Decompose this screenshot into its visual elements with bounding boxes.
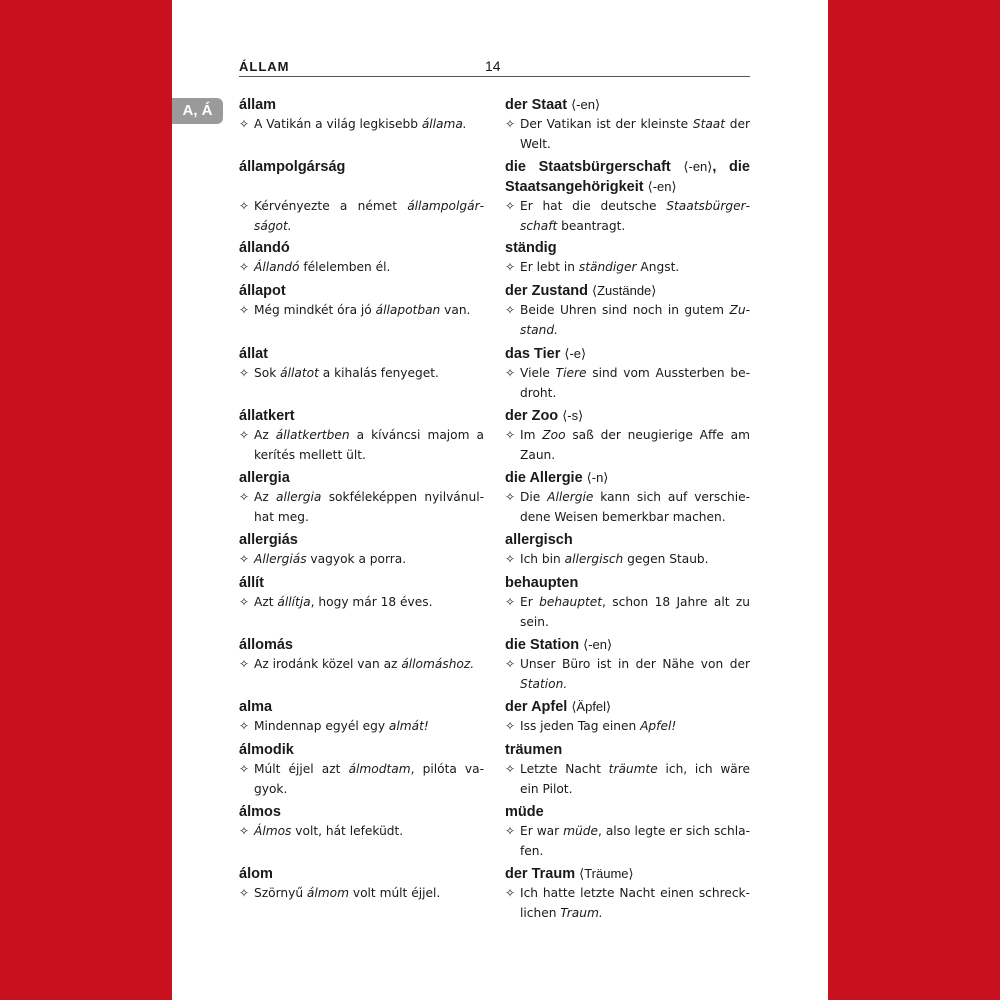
example-text: Azt állítja, hogy már 18 éves. [254, 595, 433, 609]
hungarian-headword [239, 864, 484, 884]
german-example [505, 426, 750, 465]
hungarian-headword [239, 530, 484, 550]
example-marker-icon: ✧ [239, 552, 250, 566]
example-text: A Vatikán a világ legkisebb állama. [254, 117, 467, 131]
headword: müde [505, 804, 544, 820]
example-marker-icon: ✧ [505, 117, 516, 131]
german-example [505, 655, 750, 694]
german-headword [505, 802, 750, 822]
headword: Staat [531, 97, 568, 113]
hungarian-column [239, 406, 484, 465]
german-example [505, 258, 750, 278]
german-column [505, 95, 750, 154]
german-column [505, 864, 750, 923]
hungarian-example [239, 717, 484, 737]
headword: allergiás [239, 532, 298, 548]
german-headword: das Tier ⟨-e⟩ [505, 346, 587, 362]
example-text: Szörnyű álmom volt múlt éjjel. [254, 886, 441, 900]
hungarian-headword [239, 406, 484, 426]
example-text: Er war müde, also legte er sich schlafen. [520, 824, 751, 858]
hungarian-column [239, 238, 484, 278]
headword: állandó [239, 240, 290, 256]
hungarian-headword [239, 468, 484, 488]
example-marker-icon: ✧ [239, 595, 250, 609]
hungarian-example [239, 115, 484, 135]
example-text: Mindennap egyél egy almát! [254, 719, 429, 733]
hungarian-example [239, 488, 484, 527]
spacer [239, 177, 484, 197]
german-example [505, 760, 750, 799]
hungarian-column [239, 281, 484, 321]
headword: Tier [534, 346, 561, 362]
german-column [505, 281, 750, 340]
example-marker-icon: ✧ [505, 199, 516, 213]
hungarian-example [239, 258, 484, 278]
example-text: Er hat die deutsche Staatsbürgerschaft beantragt. [520, 199, 750, 233]
german-headword [505, 740, 750, 760]
german-example [505, 488, 750, 527]
example-text: Er lebt in ständiger Angst. [520, 260, 680, 274]
hungarian-headword [239, 635, 484, 655]
hungarian-example [239, 550, 484, 570]
example-text: Letzte Nacht träumte ich, ich wäre ein Pilot. [520, 762, 750, 796]
example-text: Múlt éjjel azt álmodtam, pilóta vagyok. [254, 762, 485, 796]
german-headword [505, 238, 750, 258]
hungarian-example [239, 655, 484, 675]
example-text: Az irodánk közel van az állomáshoz. [254, 657, 475, 671]
example-marker-icon: ✧ [239, 762, 250, 776]
headword: Traum [531, 866, 576, 882]
hungarian-column [239, 573, 484, 613]
hungarian-example [239, 426, 484, 465]
example-marker-icon: ✧ [505, 428, 516, 442]
headword: álom [239, 866, 273, 882]
german-headword: der Traum ⟨Träume⟩ [505, 866, 634, 882]
hungarian-headword [239, 697, 484, 717]
example-text: Beide Uhren sind noch in gutem Zustand. [520, 303, 750, 337]
hungarian-headword [239, 573, 484, 593]
hungarian-headword [239, 157, 484, 177]
german-column [505, 157, 750, 236]
hungarian-example [239, 593, 484, 613]
german-headword: der Staat ⟨-en⟩ [505, 97, 601, 113]
example-text: Unser Büro ist in der Nähe von der Station. [520, 657, 750, 691]
example-text: Kérvényezte a német állampolgárságot. [254, 199, 484, 233]
hungarian-column [239, 344, 484, 384]
german-column [505, 530, 750, 570]
example-marker-icon: ✧ [505, 260, 516, 274]
hungarian-column [239, 157, 484, 236]
german-column [505, 802, 750, 861]
hungarian-example [239, 364, 484, 384]
grammar-note: ⟨Zustände⟩ [592, 283, 657, 298]
german-example [505, 822, 750, 861]
hungarian-column [239, 697, 484, 737]
headword: állat [239, 346, 269, 362]
german-column [505, 468, 750, 527]
german-headword [505, 530, 750, 550]
hungarian-example [239, 822, 484, 842]
example-marker-icon: ✧ [239, 199, 250, 213]
example-text: Im Zoo saß der neugierige Affe am Zaun. [520, 428, 750, 462]
headword: álmodik [239, 742, 294, 758]
example-text: Még mindkét óra jó állapotban van. [254, 303, 471, 317]
hungarian-column [239, 635, 484, 675]
german-column [505, 697, 750, 737]
example-marker-icon: ✧ [505, 366, 516, 380]
example-marker-icon: ✧ [239, 117, 250, 131]
headword: állomás [239, 637, 293, 653]
hungarian-example [239, 301, 484, 321]
hungarian-headword [239, 802, 484, 822]
thumb-index-tab: A, Á [172, 98, 223, 124]
example-marker-icon: ✧ [505, 886, 516, 900]
example-marker-icon: ✧ [505, 657, 516, 671]
example-text: Sok állatot a kihalás fenyeget. [254, 366, 439, 380]
headword: Staatsangehörigkeit [505, 179, 644, 195]
headword: Staatsbürgerschaft [538, 159, 671, 175]
headword: Zustand [531, 283, 588, 299]
hungarian-column [239, 95, 484, 135]
german-headword: der Zoo ⟨-s⟩ [505, 408, 584, 424]
example-text: Az allergia sokféleképpen nyilvánulhat meg. [254, 490, 484, 524]
grammar-note: ⟨-en⟩ [683, 159, 713, 174]
running-head-word: ÁLLAM [239, 59, 290, 74]
hungarian-headword [239, 95, 484, 115]
example-marker-icon: ✧ [239, 824, 250, 838]
grammar-note: ⟨-en⟩ [583, 637, 613, 652]
headword: ständig [505, 240, 557, 256]
dictionary-page [172, 0, 828, 1000]
example-text: Die Allergie kann sich auf verschiedene Weisen bemerkbar machen. [520, 490, 750, 524]
hungarian-column [239, 864, 484, 904]
example-marker-icon: ✧ [239, 260, 250, 274]
hungarian-headword [239, 238, 484, 258]
grammar-note: ⟨Träume⟩ [579, 866, 634, 881]
example-text: Allergiás vagyok a porra. [254, 552, 407, 566]
german-example [505, 550, 750, 570]
example-text: Der Vatikan ist der kleinste Staat der Welt. [520, 117, 750, 151]
german-headword: der Zustand ⟨Zustände⟩ [505, 283, 657, 299]
page-number: 14 [485, 58, 501, 74]
example-marker-icon: ✧ [239, 657, 250, 671]
german-column [505, 238, 750, 278]
example-marker-icon: ✧ [239, 719, 250, 733]
running-head [239, 58, 750, 77]
hungarian-column [239, 802, 484, 842]
example-marker-icon: ✧ [505, 552, 516, 566]
headword: állam [239, 97, 277, 113]
example-marker-icon: ✧ [239, 428, 250, 442]
example-marker-icon: ✧ [505, 719, 516, 733]
example-marker-icon: ✧ [239, 886, 250, 900]
german-column [505, 635, 750, 694]
headword: állatkert [239, 408, 295, 424]
example-text: Az állatkertben a kíváncsi majom a kerítés mellett ült. [254, 428, 485, 462]
headword: állampolgárság [239, 159, 346, 175]
german-headword: die Allergie ⟨-n⟩ [505, 470, 609, 486]
german-example [505, 593, 750, 632]
headword: állít [239, 575, 264, 591]
example-text: Iss jeden Tag einen Apfel! [520, 719, 677, 733]
grammar-note: ⟨-s⟩ [562, 408, 584, 423]
example-marker-icon: ✧ [239, 366, 250, 380]
grammar-note: ⟨Äpfel⟩ [571, 699, 612, 714]
hungarian-column [239, 530, 484, 570]
german-headword: die Staatsbürgerschaft ⟨-en⟩, die Staatsangehörigkeit ⟨-en⟩ [505, 159, 750, 195]
headword: Station [529, 637, 580, 653]
headword: állapot [239, 283, 286, 299]
german-example [505, 301, 750, 340]
example-marker-icon: ✧ [239, 490, 250, 504]
grammar-note: ⟨-e⟩ [564, 346, 587, 361]
example-marker-icon: ✧ [505, 595, 516, 609]
german-example [505, 364, 750, 403]
grammar-note: ⟨-en⟩ [647, 179, 677, 194]
headword: álmos [239, 804, 281, 820]
headword: alma [239, 699, 273, 715]
example-text: Álmos volt, hát lefeküdt. [254, 824, 404, 838]
headword: träumen [505, 742, 563, 758]
hungarian-column [239, 468, 484, 527]
german-column [505, 406, 750, 465]
example-text: Állandó félelemben él. [254, 260, 391, 274]
example-text: Ich hatte letzte Nacht einen schrecklichen Traum. [520, 886, 750, 920]
hungarian-example [239, 197, 484, 236]
example-text: Ich bin allergisch gegen Staub. [520, 552, 709, 566]
example-marker-icon: ✧ [505, 824, 516, 838]
example-marker-icon: ✧ [239, 303, 250, 317]
german-example [505, 197, 750, 236]
hungarian-headword [239, 281, 484, 301]
hungarian-column [239, 740, 484, 799]
german-column [505, 740, 750, 799]
hungarian-headword [239, 740, 484, 760]
german-column [505, 344, 750, 403]
german-headword [505, 573, 750, 593]
german-example [505, 884, 750, 923]
example-marker-icon: ✧ [505, 762, 516, 776]
headword: behaupten [505, 575, 579, 591]
grammar-note: ⟨-n⟩ [586, 470, 609, 485]
headword: Zoo [531, 408, 559, 424]
german-headword: der Apfel ⟨Äpfel⟩ [505, 699, 612, 715]
german-headword: die Station ⟨-en⟩ [505, 637, 613, 653]
headword: Apfel [531, 699, 568, 715]
german-example [505, 115, 750, 154]
example-text: Er behauptet, schon 18 Jahre alt zu sein. [520, 595, 750, 629]
example-marker-icon: ✧ [505, 303, 516, 317]
german-column [505, 573, 750, 632]
german-example [505, 717, 750, 737]
headword: Allergie [529, 470, 583, 486]
hungarian-example [239, 884, 484, 904]
headword: allergisch [505, 532, 573, 548]
example-text: Viele Tiere sind vom Aussterben bedroht. [520, 366, 750, 400]
hungarian-headword [239, 344, 484, 364]
grammar-note: ⟨-en⟩ [571, 97, 601, 112]
headword: allergia [239, 470, 290, 486]
hungarian-example [239, 760, 484, 799]
example-marker-icon: ✧ [505, 490, 516, 504]
